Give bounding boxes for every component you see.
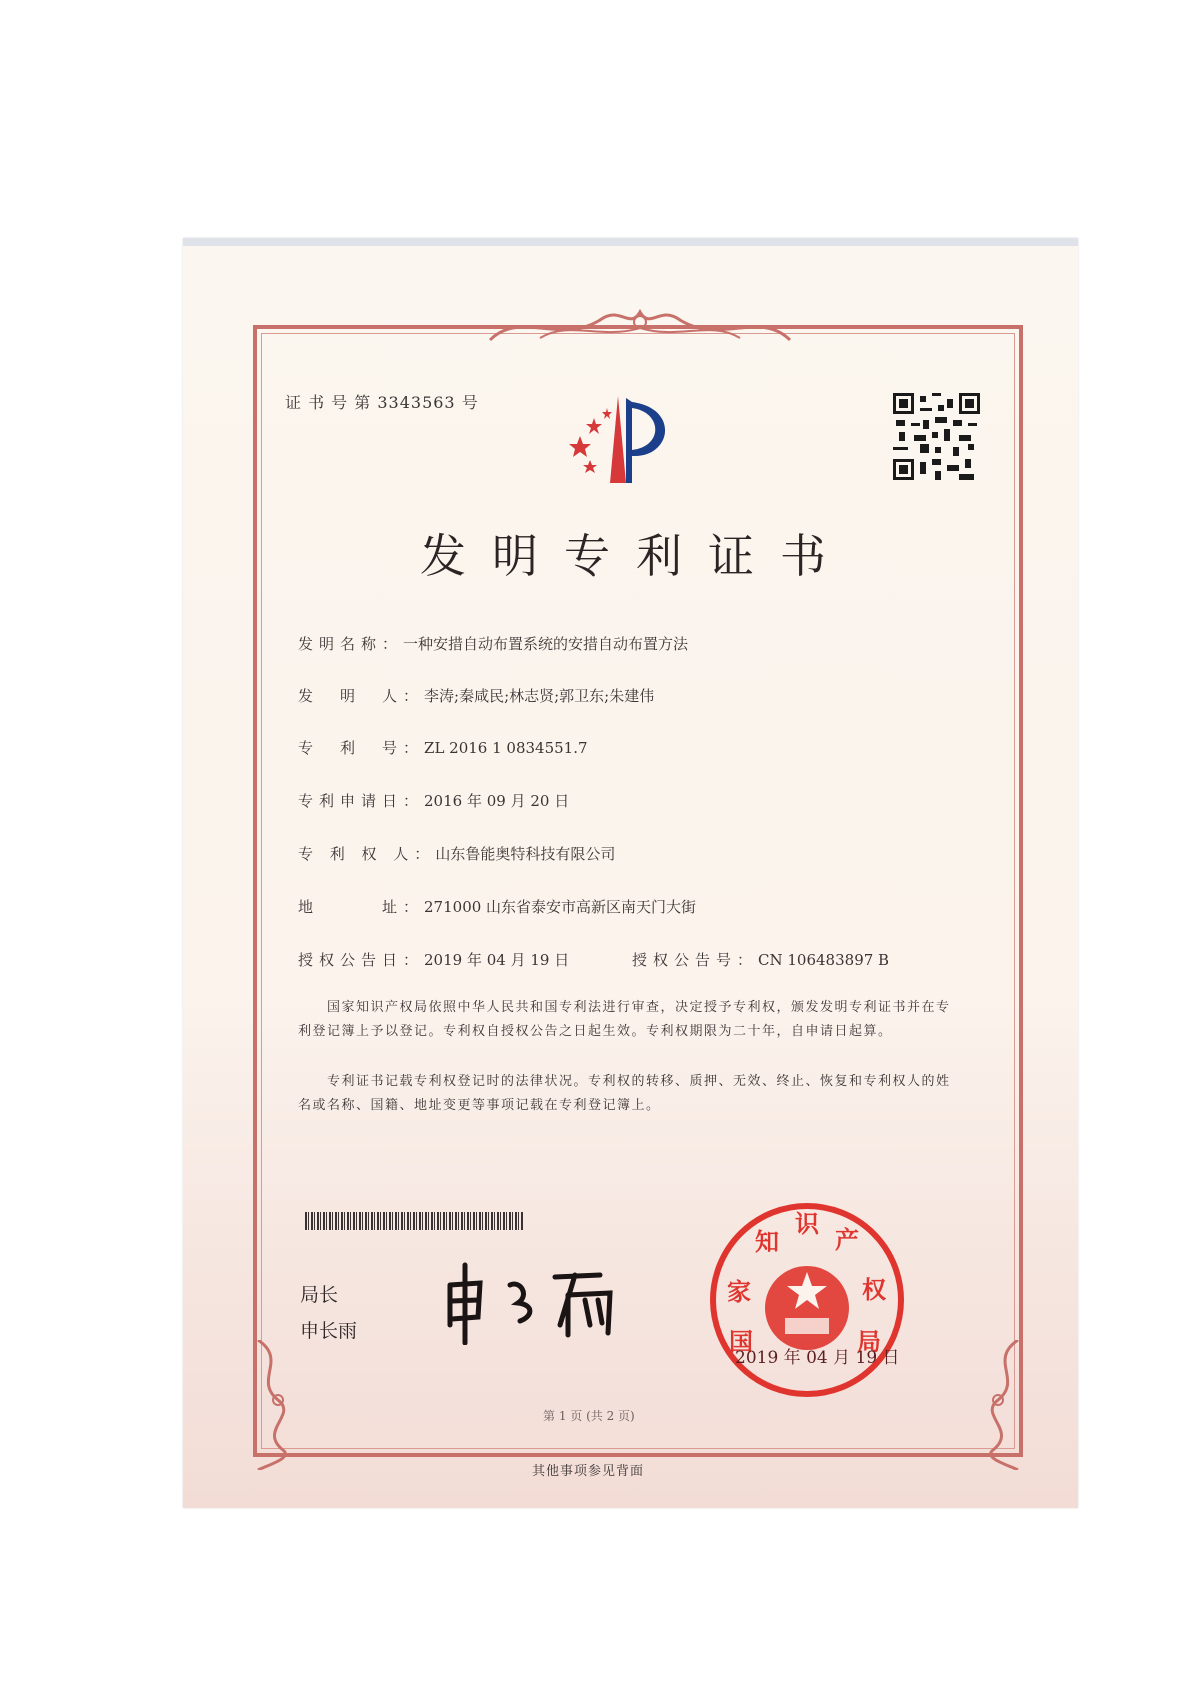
svg-text:权: 权 [862, 1276, 886, 1304]
field-label: 授权公告号： [632, 951, 759, 969]
legal-status-statement: 专利证书记载专利权登记时的法律状况。专利权的转移、质押、无效、终止、恢复和专利权人的姓名或名称、国籍、地址变更等事项记载在专利登记簿上。 [298, 1074, 951, 1113]
field-label: 发 明 人： [298, 687, 425, 705]
field-patent-number [298, 737, 588, 758]
svg-text:知: 知 [755, 1228, 779, 1256]
seal-date: 2019 年 04 月 19 日 [735, 1348, 900, 1368]
certificate-title: 发明专利证书 [420, 529, 852, 583]
director-signature [440, 1255, 640, 1345]
corner-ornament-right [968, 1340, 1028, 1470]
field-application-date [298, 790, 569, 811]
field-patentee [298, 843, 615, 864]
field-value: 2016 年 09 月 20 日 [424, 792, 570, 810]
svg-text:产: 产 [835, 1226, 859, 1254]
certificate-number: 证 书 号 第 3343563 号 [285, 393, 479, 412]
field-label: 授权公告日： [298, 951, 425, 969]
field-value: 一种安措自动布置系统的安措自动布置方法 [403, 635, 689, 653]
qr-code [893, 393, 980, 480]
back-note: 其他事项参见背面 [532, 1464, 645, 1479]
field-label: 专 利 号： [298, 739, 425, 757]
svg-text:国: 国 [729, 1328, 753, 1356]
cnipa-logo-icon [562, 388, 702, 488]
field-label: 地 址： [298, 898, 425, 916]
field-label: 专利申请日： [298, 792, 425, 810]
svg-text:局: 局 [857, 1328, 881, 1356]
director-name: 申长雨 [300, 1320, 358, 1342]
barcode [305, 1212, 523, 1230]
page-number: 第 1 页 (共 2 页) [543, 1409, 635, 1423]
field-label: 发明名称： [298, 635, 404, 653]
director-title: 局长 [300, 1284, 339, 1306]
svg-text:家: 家 [727, 1278, 751, 1306]
field-value: ZL 2016 1 0834551.7 [424, 739, 588, 757]
field-value: 李涛;秦咸民;林志贤;郭卫东;朱建伟 [424, 687, 655, 705]
official-seal [707, 1200, 907, 1400]
field-address [298, 896, 696, 917]
field-label: 专 利 权 人： [298, 845, 436, 863]
field-inventors [298, 685, 654, 706]
field-value: 2019 年 04 月 19 日 [424, 951, 570, 969]
field-announce-date [298, 949, 569, 970]
field-invention-name [298, 633, 688, 654]
field-value: CN 106483897 B [758, 951, 890, 969]
svg-text:识: 识 [795, 1210, 819, 1238]
corner-ornament-left [248, 1340, 308, 1470]
field-announce-number [632, 949, 889, 970]
field-value: 271000 山东省泰安市高新区南天门大街 [424, 898, 697, 916]
top-ornament [480, 300, 800, 350]
field-value: 山东鲁能奥特科技有限公司 [435, 845, 616, 863]
grant-statement: 国家知识产权局依照中华人民共和国专利法进行审查，决定授予专利权，颁发发明专利证书并在专利登记簿上予以登记。专利权自授权公告之日起生效。专利权期限为二十年，自申请日起算。 [298, 1000, 951, 1039]
scan-top-band [183, 238, 1078, 246]
